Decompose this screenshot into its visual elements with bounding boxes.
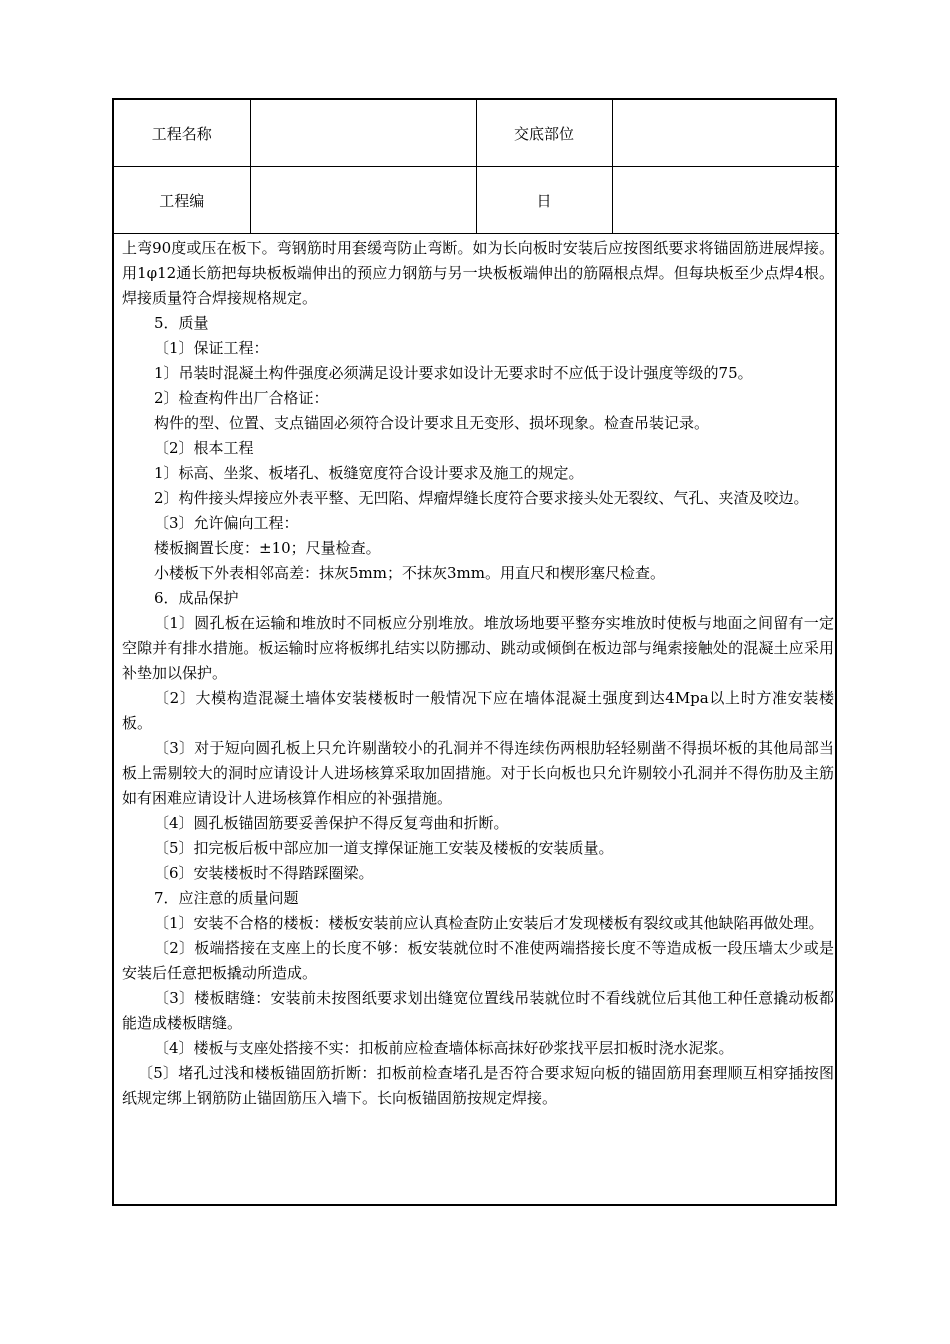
paragraph: 〔5〕堵孔过浅和楼板锚固筋折断：扣板前检查堵孔是否符合要求短向板的锚固筋用套理顺互相穿插按图纸规定绑上钢筋防止锚固筋压入墙下。长向板锚固筋按规定焊接。 [122,1064,834,1107]
paragraph: 〔1〕圆孔板在运输和堆放时不同板应分别堆放。堆放场地要平整夯实堆放时使板与地面之间留有一定空隙并有排水措施。板运输时应将板绑扎结实以防挪动、跳动或倾倒在板边部与绳索接触处的混凝土应采用补垫加以保护。 [122,614,834,682]
section-heading: 6．成品保护 [154,589,239,607]
paragraph: 〔6〕安装楼板时不得踏踩圈梁。 [154,864,374,882]
paragraph: 〔2〕大模构造混凝土墙体安装楼板时一般情况下应在墙体混凝土强度到达4Mpa以上时方准安装楼板。 [122,689,834,732]
project-code-label: 工程编 [114,167,250,234]
paragraph: 2〕构件接头焊接应外表平整、无凹陷、焊瘤焊缝长度符合要求接头处无裂纹、气孔、夹渣及咬边。 [154,489,809,507]
date-label: 日 [476,167,612,234]
project-name-label: 工程名称 [114,100,250,167]
paragraph: 1〕标高、坐浆、板堵孔、板缝宽度符合设计要求及施工的规定。 [154,464,584,482]
paragraph: 〔1〕安装不合格的楼板：楼板安装前应认真检查防止安装后才发现楼板有裂纹或其他缺陷再做处理。 [154,914,824,932]
paragraph: 〔4〕圆孔板锚固筋要妥善保护不得反复弯曲和折断。 [154,814,509,832]
section-heading: 7．应注意的质量问题 [154,889,299,907]
project-code-value [250,167,476,234]
paragraph: 2〕检查构件出厂合格证： [154,389,329,407]
project-name-value [250,100,476,167]
paragraph: 〔3〕楼板瞎缝：安装前未按图纸要求划出缝宽位置线吊装就位时不看线就位后其他工种任意撬动板都能造成楼板瞎缝。 [122,989,834,1032]
section-heading: 5．质量 [154,314,209,332]
paragraph: 1〕吊装时混凝土构件强度必须满足设计要求如设计无要求时不应低于设计强度等级的75。 [154,364,753,382]
paragraph: 〔3〕允许偏向工程： [154,514,299,532]
body-text [122,236,834,1111]
paragraph: 〔2〕根本工程 [154,439,254,457]
disclosure-form [112,98,837,1206]
disclosure-part-value [612,100,839,167]
date-value [612,167,839,234]
paragraph: 上弯90度或压在板下。弯钢筋时用套缓弯防止弯断。如为长向板时安装后应按图纸要求将锚固筋进展焊接。用1φ12通长筋把每块板板端伸出的预应力钢筋与另一块板板端伸出的筋隔根点焊。但每块板至少点焊4根。焊接质量符合焊接规格规定。 [122,239,834,307]
header-row-1 [114,100,839,167]
paragraph: 〔3〕对于短向圆孔板上只允许剔凿较小的孔洞并不得连续伤两根肋轻轻剔凿不得损坏板的其他局部当板上需剔较大的洞时应请设计人进场核算采取加固措施。对于长向板也只允许剔较小孔洞并不得伤肋及主筋如有困难应请设计人进场核算作相应的补强措施。 [122,739,834,807]
header-row-2 [114,167,839,234]
paragraph: 〔5〕扣完板后板中部应加一道支撑保证施工安装及楼板的安装质量。 [154,839,614,857]
header-table [114,100,839,234]
disclosure-part-label: 交底部位 [476,100,612,167]
paragraph: 楼板搁置长度：±10；尺量检查。 [154,539,381,557]
paragraph: 小楼板下外表相邻高差：抹灰5mm；不抹灰3mm。用直尺和楔形塞尺检查。 [154,564,665,582]
paragraph: 〔2〕板端搭接在支座上的长度不够：板安装就位时不准使两端搭接长度不等造成板一段压墙太少或是安装后任意把板撬动所造成。 [122,939,834,982]
paragraph: 〔1〕保证工程： [154,339,269,357]
paragraph: 〔4〕楼板与支座处搭接不实：扣板前应检查墙体标高抹好砂浆找平层扣板时浇水泥浆。 [154,1039,734,1057]
paragraph: 构件的型、位置、支点锚固必须符合设计要求且无变形、损坏现象。检查吊装记录。 [154,414,710,432]
